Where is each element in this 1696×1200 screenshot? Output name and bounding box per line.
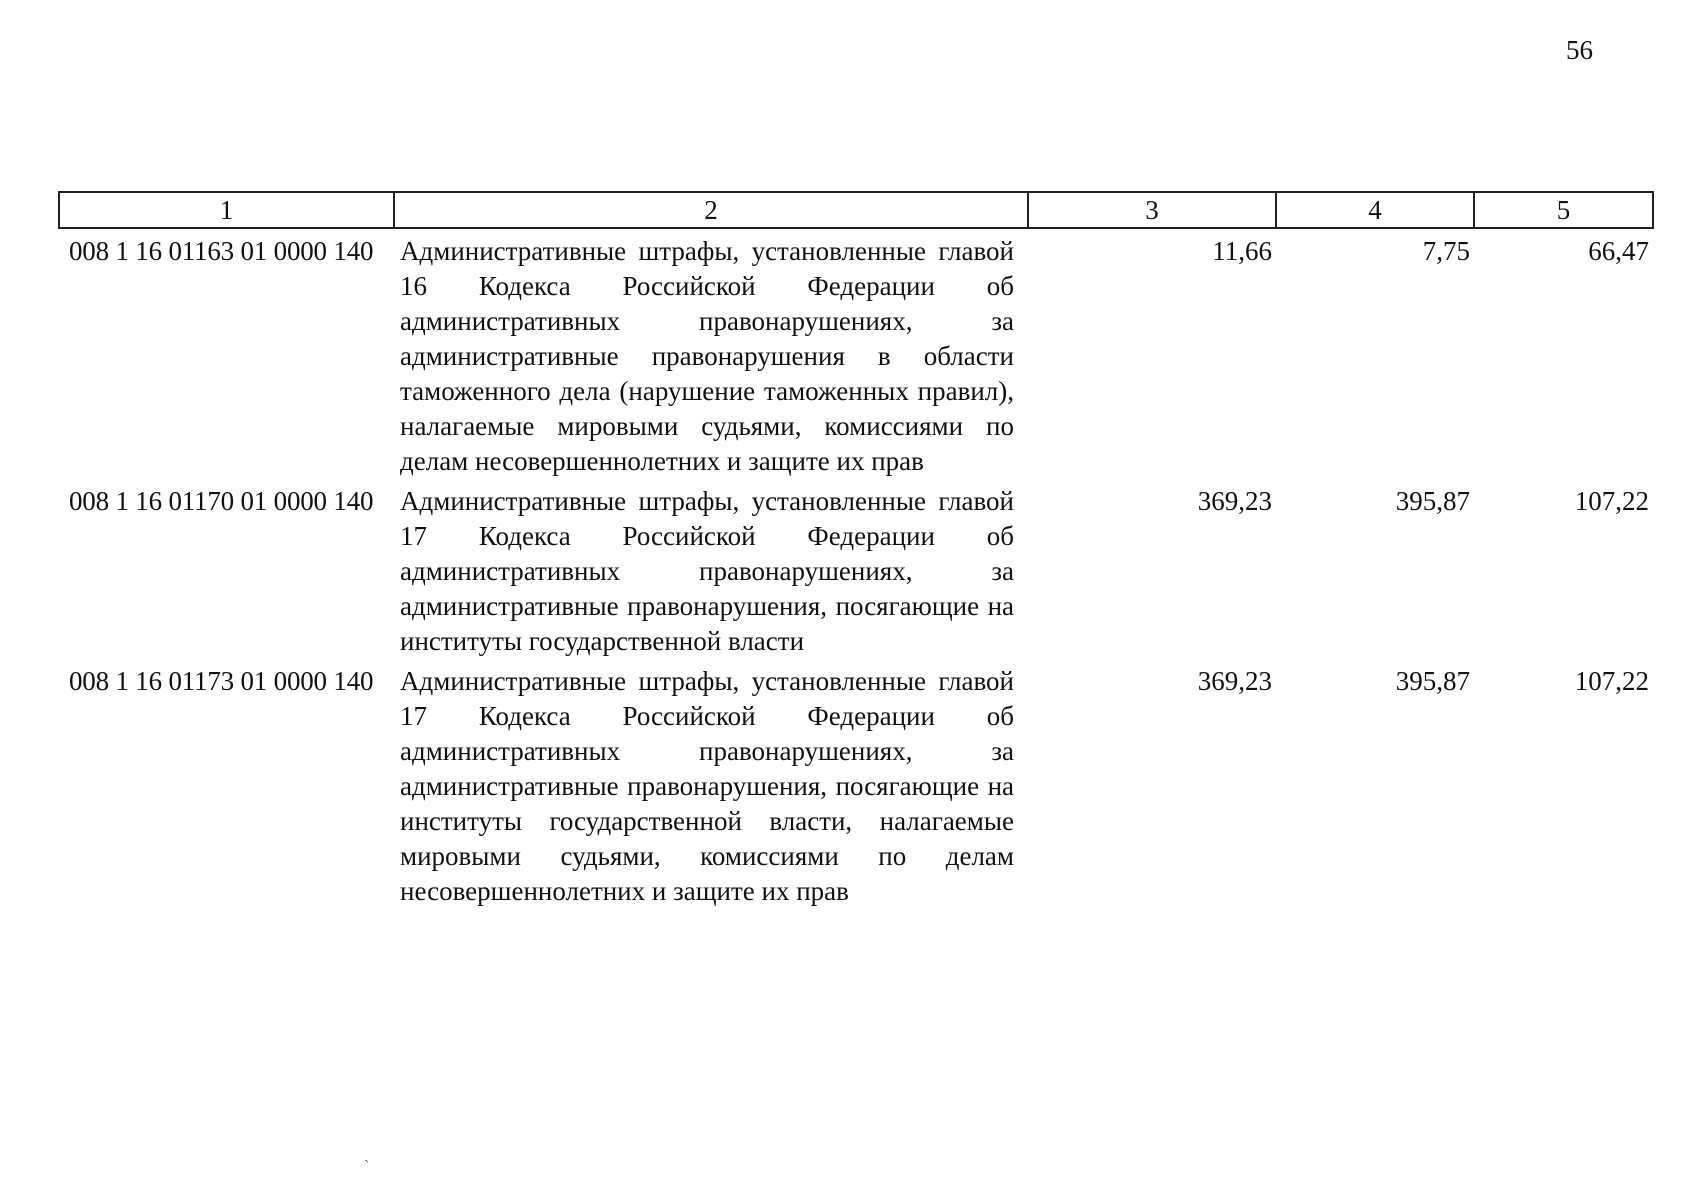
budget-code-cell: 008 1 16 01173 01 0000 140 [69,666,374,696]
header-col-3: 3 [1028,192,1276,228]
header-col-5: 5 [1474,192,1653,228]
description-cell: Административные штрафы, установленные главой 17 Кодекса Российской Федерации об административных правонарушениях, за административные правонарушения, посягающие на институты государственной власти, налагаемые мировыми судьями, комиссиями по делам несовершеннолетних и защите их прав [400,666,1014,906]
value-col-4-cell: 395,87 [1395,666,1470,696]
value-col-5-cell: 107,22 [1574,486,1649,516]
value-col-4-cell: 395,87 [1395,486,1470,516]
table-header [59,192,1653,228]
table-row [59,479,1653,659]
value-col-3-cell: 369,23 [1197,666,1272,696]
header-col-1: 1 [59,192,394,228]
revenue-table [58,191,1654,909]
value-col-5-cell: 107,22 [1574,666,1649,696]
budget-code-cell: 008 1 16 01163 01 0000 140 [69,236,374,266]
scan-artifact-mark: ` [364,1158,370,1175]
header-row [59,192,1653,228]
value-col-3-cell: 11,66 [1212,236,1272,266]
budget-code-cell: 008 1 16 01170 01 0000 140 [69,486,374,516]
table-body [59,228,1653,909]
page-number: 56 [1566,35,1593,65]
description-cell: Административные штрафы, установленные главой 17 Кодекса Российской Федерации об административных правонарушениях, за административные правонарушения, посягающие на институты государственной власти [400,486,1014,656]
value-col-4-cell: 7,75 [1422,236,1470,266]
header-col-4: 4 [1276,192,1474,228]
table-row [59,659,1653,909]
value-col-3-cell: 369,23 [1197,486,1272,516]
value-col-5-cell: 66,47 [1588,236,1649,266]
table-row [59,228,1653,479]
header-col-2: 2 [394,192,1028,228]
description-cell: Административные штрафы, установленные главой 16 Кодекса Российской Федерации об административных правонарушениях, за административные правонарушения в области таможенного дела (нарушение таможенных правил), налагаемые мировыми судьями, комиссиями по делам несовершеннолетних и защите их прав [400,236,1014,476]
